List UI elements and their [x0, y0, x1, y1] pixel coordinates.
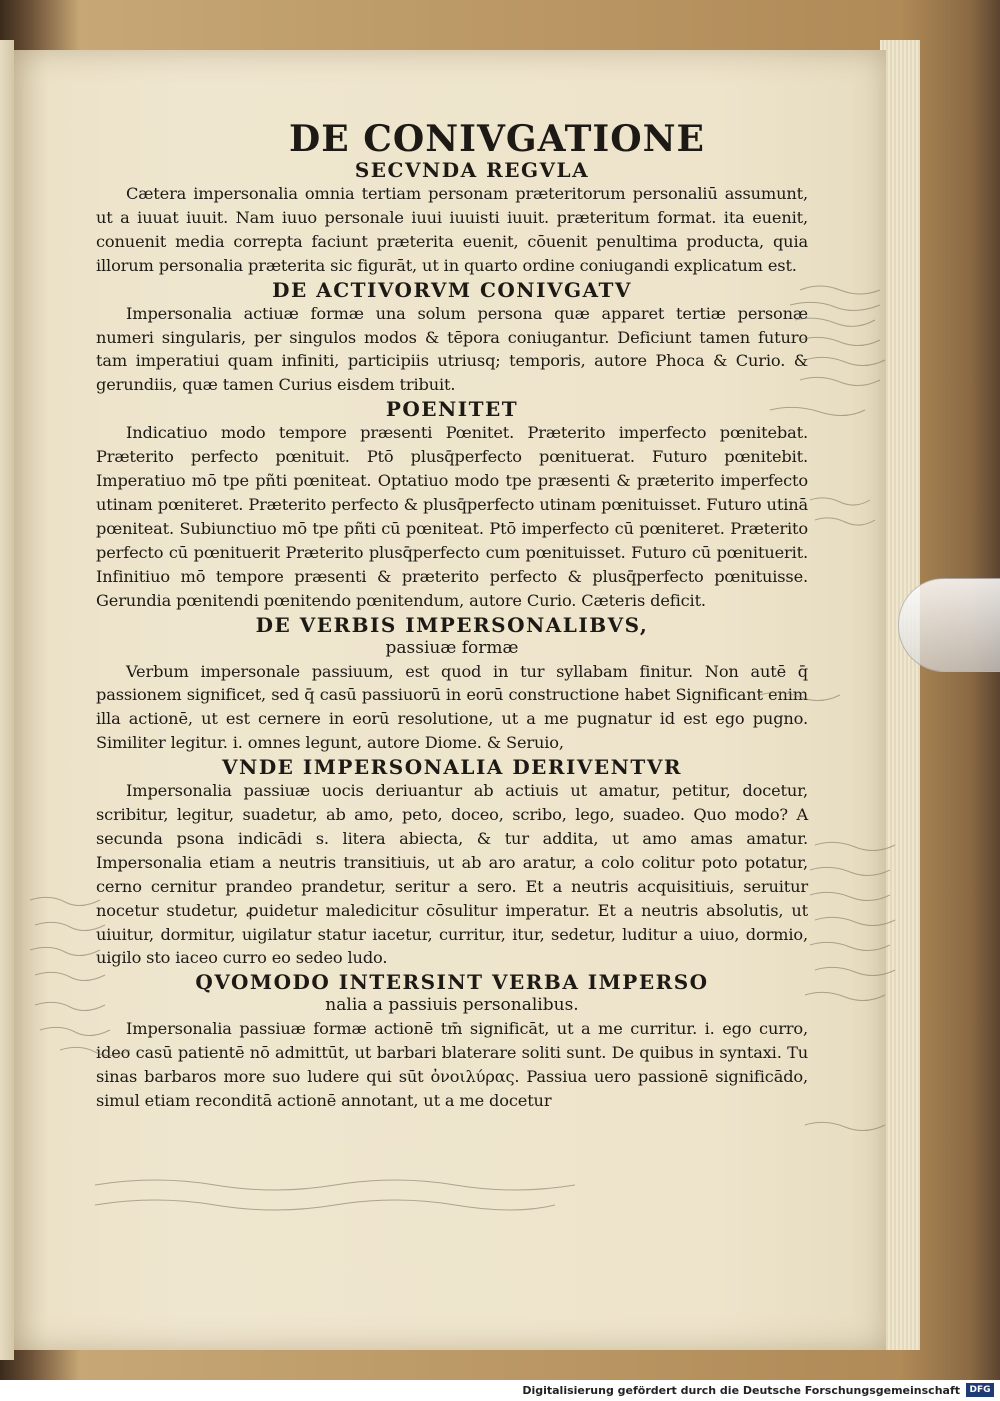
section-heading-unde-impersonalia: VNDE IMPERSONALIA DERIVENTVR	[222, 755, 682, 780]
section-heading-secunda-regula: SECVNDA REGVLA	[354, 158, 590, 182]
section-heading-poenitet: POENITET	[385, 397, 519, 422]
section-heading-de-activorum: DE ACTIVORVM CONIVGATV	[272, 277, 632, 302]
subheading-passiuae-formae: passiuæ formæ	[385, 637, 519, 658]
section-heading-de-verbis: DE VERBIS IMPERSONALIBVS,	[255, 612, 649, 637]
dfg-logo-icon: DFG	[966, 1383, 994, 1397]
paragraph-de-verbis: Verbum impersonale passiuum, est quod in tur syllabam finitur. Non autē q̄ passionem significet, sed q̄ casū passiuorū in eorū constructione habet Significant enim illa actionē, ut est cernere in eorū resolutione, ut a me pugnatur id est ego pugno. Similiter legitur. i. omnes legunt, autore Diome. & Seruio,	[96, 661, 808, 753]
page-title: DE CONIVGATIONE	[289, 118, 705, 160]
subheading-nalia: nalia a passiuis personalibus.	[325, 995, 579, 1016]
paragraph-quomodo: Impersonalia passiuæ formæ actionē tm̄ significāt, ut a me curritur. i. ego curro, ideo casū patientē nō admittūt, ut barbari blaterare soliti sunt. De quibus in syntaxi. Tu sinas barbaros more suo ludere qui sūt ὀνοιλύρας. Passiua uero passionē significādo, simul etiam reconditā actionē annotant, ut a me docetur	[96, 1019, 808, 1111]
page-text	[96, 120, 808, 1113]
footer-credit: Digitalisierung gefördert durch die Deutsche Forschungsgemeinschaft	[522, 1384, 960, 1397]
paragraph-de-activorum: Impersonalia actiuæ formæ una solum persona quæ apparet tertiæ personæ numeri singularis, per singulos modos & tēpora coniugantur. Deficiunt tamen futuro tam imperatiui quam infiniti, participiis utriusq; temporis, autore Phoca & Curio. & gerundiis, quæ tamen Curius eisdem tribuit.	[96, 303, 808, 395]
page-stack-edges	[880, 40, 920, 1350]
paragraph-secunda-regula: Cætera impersonalia omnia tertiam personam præteritorum personaliū assumunt, ut a iuuat iuuit. Nam iuuo personale iuui iuuisti iuuit. præteritum format. ita euenit, conuenit media correpta faciunt præterita euenit, cōuenit penultima producta, quia illorum personalia præterita sic figurāt, ut in quarto ordine coniugandi explicatum est.	[96, 184, 808, 275]
page-clip	[898, 578, 1000, 672]
paragraph-unde-impersonalia: Impersonalia passiuæ uocis deriuantur ab actiuis ut amatur, petitur, docetur, scribitur, legitur, suadetur, ab amo, peto, doceo, scribo, lego, suadeo. Quo modo? A secunda psona indicādi s. litera abiecta, & tur addita, ut amo amas amatur. Impersonalia etiam a neutris transitiuis, ut ab aro aratur, a colo colitur poto potatur, cerno cernitur prandeo prandetur, seritur a sero. Et a neutris acquisitiuis, seruitur nocetur studetur, ꝓuidetur maledicitur cōsulitur imperatur. Et a neutris absolutis, ut uiuitur, dormitur, uigilatur statur iacetur, curritur, itur, sedetur, luditur a uiuo, dormio, uigilo sto iaceo curro eo sedeo ludo.	[96, 781, 808, 968]
facing-page-edge	[0, 40, 14, 1360]
section-heading-quomodo: QVOMODO INTERSINT VERBA IMPERSO	[195, 970, 709, 995]
paragraph-poenitet: Indicatiuo modo tempore præsenti Pœnitet. Præterito imperfecto pœnitebat. Præterito perfecto pœnituit. Ptō plusq̄perfecto pœnituerat. Futuro pœnitebit. Imperatiuo mō tpe pñti pœniteat. Optatiuo modo tpe præsenti & præterito imperfecto utinam pœniteret. Præterito perfecto & plusq̄perfecto utinam pœnituisset. Futuro utinā pœniteat. Subiunctiuo mō tpe pñti cū pœniteat. Ptō imperfecto cū pœniteret. Præterito perfecto cū pœnituerit Præterito plusq̄perfecto cum pœnituisset. Futuro cū pœnituerit. Infinitiuo mō tempore præsenti & præterito perfecto & plusq̄perfecto pœnituisse. Gerundia pœnitendi pœnitendo pœnitendum, autore Curio. Cæteris deficit.	[96, 423, 808, 610]
